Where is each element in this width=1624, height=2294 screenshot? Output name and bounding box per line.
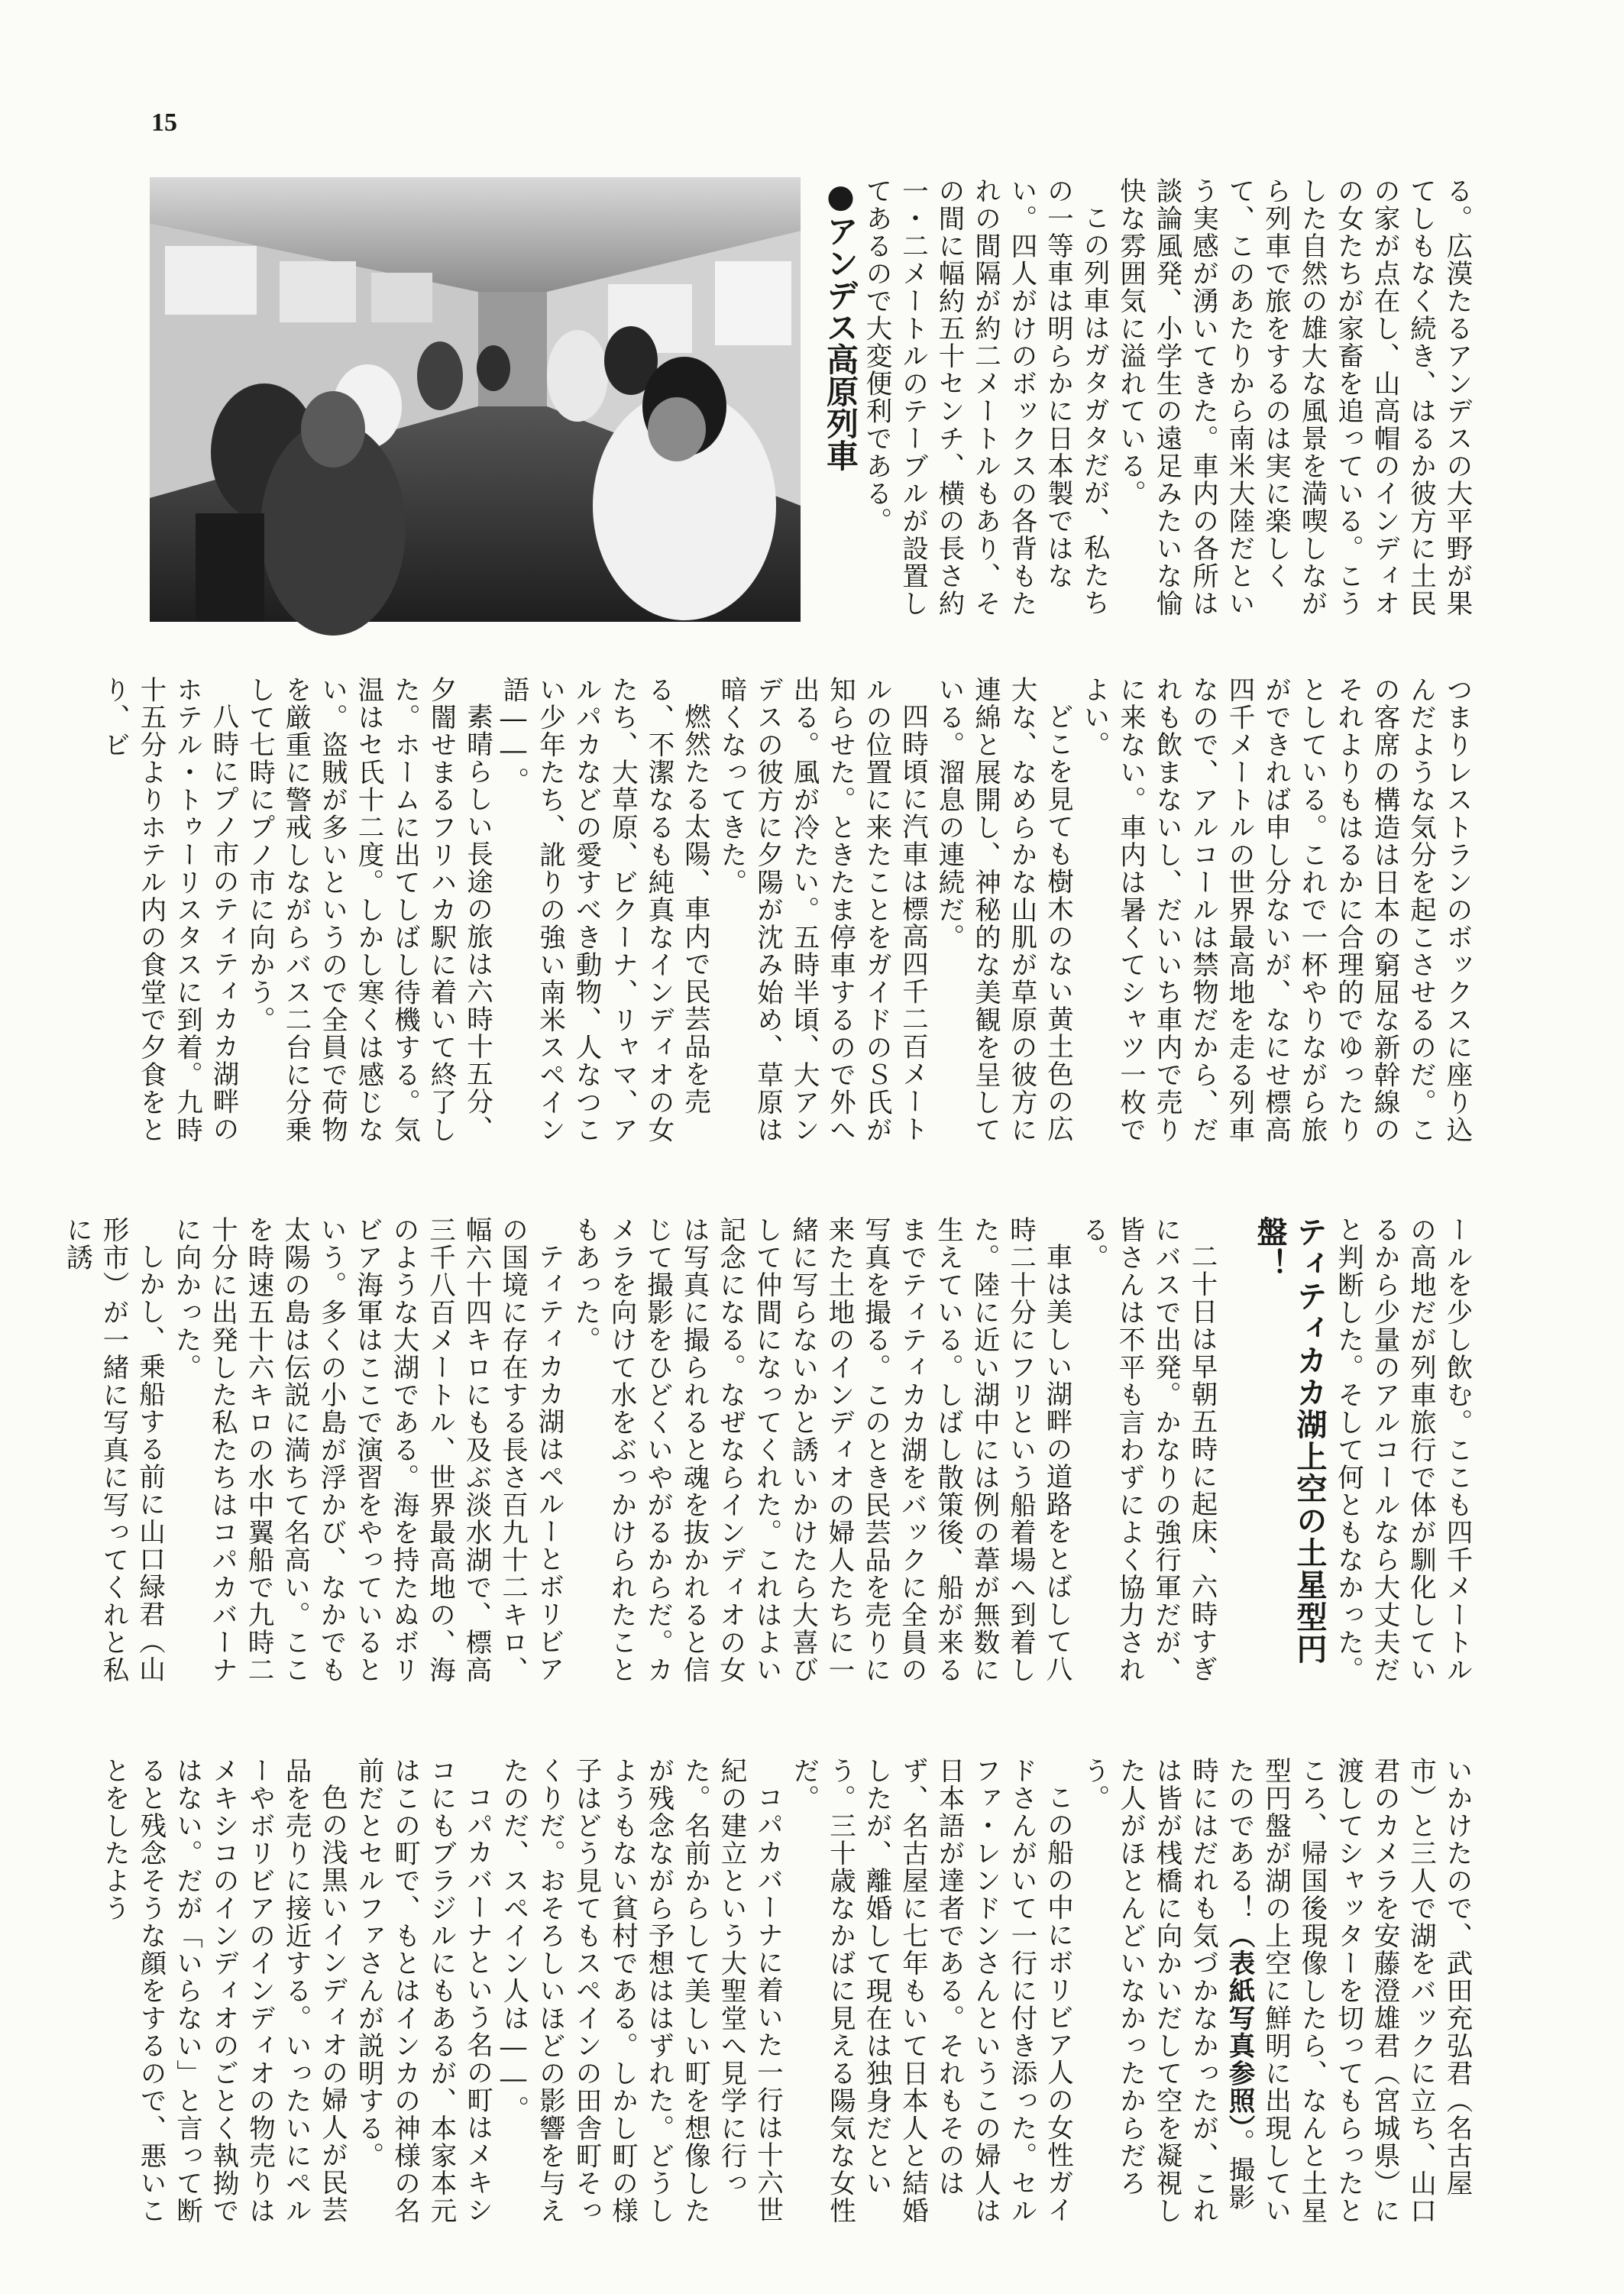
paragraph: 八時にプノ市のティティカカ湖畔のホテル・トゥーリスタスに到着。九時十五分よりホテル内の食堂で夕食をとり、ビ <box>99 676 238 1144</box>
paragraph: この列車はガタガタだが、私たちの一等車は明らかに日本製ではない。四人がけのボックスの各背もたれの間隔が約二メートルもあり、その間に幅約五十センチ、横の長さ約一・二メートルのテーブルが設置してあるので大変便利である。 <box>861 177 1109 617</box>
paragraph: 素晴らしい長途の旅は六時十五分、夕闇せまるフリハカ駅に着いて終了した。ホームに出てしばし待機する。気温はセ氏十二度。しかし寒くは感じない。盗賊が多いというので全員で荷物を厳重に警戒しながらバス二台に分乗して七時にプノ市に向かう。 <box>244 676 493 1144</box>
paragraph-text: 。撮影時にはだれも気づかなかったが、これは皆が桟橋に向かいだして空を凝視した人がほとんどいなかったからだろう。 <box>1079 1757 1254 2224</box>
paragraph: 二十日は早朝五時に起床、六時すぎにバスで出発。かなりの強行軍だが、皆さんは不平も言わずによく協力される。 <box>1077 1216 1217 1684</box>
photo-caption: ●アンデス高原列車 <box>822 177 859 471</box>
text-block-1 <box>861 177 1474 622</box>
paragraph: ールを少し飲む。ここも四千メートルの高地だが列車旅行で体が馴化しているから少量のアルコールなら大丈夫だと判断した。そして何ともなかった。 <box>1332 1216 1472 1684</box>
cover-photo-reference: （表紙写真参照） <box>1224 1922 1254 2129</box>
paragraph: この船の中にボリビア人の女性ガイドさんがいて一行に付き添った。セルファ・レンドンさんというこの婦人は日本語が達者である。それもそのはず、名古屋に七年もいて日本人と結婚したが、離婚して現在は独身だという。三十歳なかばに見える陽気な女性だ。 <box>788 1757 1073 2224</box>
paragraph: る。広漠たるアンデスの大平野が果てしもなく続き、はるか彼方に土民の家が点在し、山高帽のインディオの女たちが家畜を追っている。こうした自然の雄大な風景を満喫しながら列車で旅をするのは実に楽しくて、このあたりから南米大陸だという実感が湧いてきた。車内の各所は談論風発、小学生の遠足みたいな愉快な雰囲気に溢れている。 <box>1114 177 1472 617</box>
section-heading: ティティカカ湖上空の土星型円盤！ <box>1252 1216 1327 1665</box>
paragraph: コパカバーナという名の町はメキシコにもブラジルにもあるが、本家本元はこの町で、もとはインカの神様の名前だとセルファさんが説明する。 <box>353 1757 493 2224</box>
paragraph: つまりレストランのボックスに座り込んだような気分を起こさせるのだ。この客席の構造は日本の窮屈な新幹線のそれよりもはるかに合理的でゆったりとしている。これで一杯やりながら旅ができれば申し分ないが、なにせ標高四千メートルの世界最高地を走る列車なので、アルコールは禁物だから、だれも飲まないし、だいいち車内で売りに来ない。車内は暑くてシャツ一枚でよい。 <box>1079 676 1472 1144</box>
paragraph: どこを見ても樹木のない黄土色の広大な、なめらかな山肌が草原の彼方に連綿と展開し、神秘的な美観を呈している。溜息の連続だ。 <box>933 676 1073 1144</box>
text-block-2 <box>99 676 1474 1165</box>
paragraph: ティティカカ湖はペルーとボリビアの国境に存在する長さ百九十二キロ、幅六十四キロにも及ぶ淡水湖で、標高三千八百メートル、世界最高地の、海のような大湖である。海を持たぬボリビア海軍はここで演習をやっているという。多くの小島が浮かび、なかでも太陽の島は伝説に満ちて名高い。ここを時速五十六キロの水中翼船で九時二十分に出発した私たちはコパカバーナに向かった。 <box>170 1216 564 1684</box>
paragraph: 燃然たる太陽、車内で民芸品を売る、不潔なるも純真なインディオの女たち、大草原、ビクーナ、リャマ、アルパカなどの愛すべき動物、人なつこい少年たち、訛りの強い南米スペイン語――。 <box>498 676 710 1144</box>
text-block-3 <box>61 1216 1474 1705</box>
text-block-4 <box>99 1757 1474 2234</box>
paragraph: 色の浅黒いインディオの婦人が民芸品を売りに接近する。いったいにペルーやボリビアのインディオの物売りはメキシコのインディオのごとく執拗ではない。だが「いらない」と言って断ると残念そうな顔をするので、悪いことをしたよう <box>99 1757 348 2224</box>
page-number: 15 <box>151 108 177 137</box>
paragraph-text: いかけたので、武田充弘君（名古屋市）と三人で湖をバックに立ち、山口君のカメラを安藤澄雄君（宮城県）に渡してシャッターを切ってもらったところ、帰国後現像したら、なんと土星型円盤が湖の上空に鮮明に出現していたのである！ <box>1224 1757 1472 2224</box>
paragraph: しかし、乗船する前に山口緑君（山形市）が一緒に写真に写ってくれと私に誘 <box>61 1216 165 1684</box>
paragraph: コパカバーナに着いた一行は十六世紀の建立という大聖堂へ見学に行った。名前からして美しい町を想像したが残念ながら予想ははずれた。どうしようもない貧村である。しかし町の様子はどう見てもスペインの田舎町そっくりだ。おそろしいほどの影響を与えたのだ、スペイン人は――。 <box>498 1757 783 2224</box>
paragraph: 四時頃に汽車は標高四千二百メートルの位置に来たことをガイドのＳ氏が知らせた。ときたま停車するので外へ出る。風が冷たい。五時半頃、大アンデスの彼方に夕陽が沈み始め、草原は暗くなってきた。 <box>716 676 928 1144</box>
paragraph <box>1076 1757 1475 2234</box>
train-interior-photo <box>150 177 801 622</box>
paragraph: 車は美しい湖畔の道路をとばして八時二十分にフリという船着場へ到着した。陸に近い湖中には例の葦が無数に生えている。しばし散策後、船が来るまでティティカカ湖をバックに全員の写真を撮る。このとき民芸品を売りに来た土地のインディオの婦人たちに一緒に写らないかと誘いかけたら大喜びして仲間になってくれた。これはよい記念になる。なぜならインディオの女は写真に撮られると魂を抜かれると信じて撮影をひどくいやがるからだ。カメラを向けて水をぶっかけられたこともあった。 <box>569 1216 1072 1684</box>
